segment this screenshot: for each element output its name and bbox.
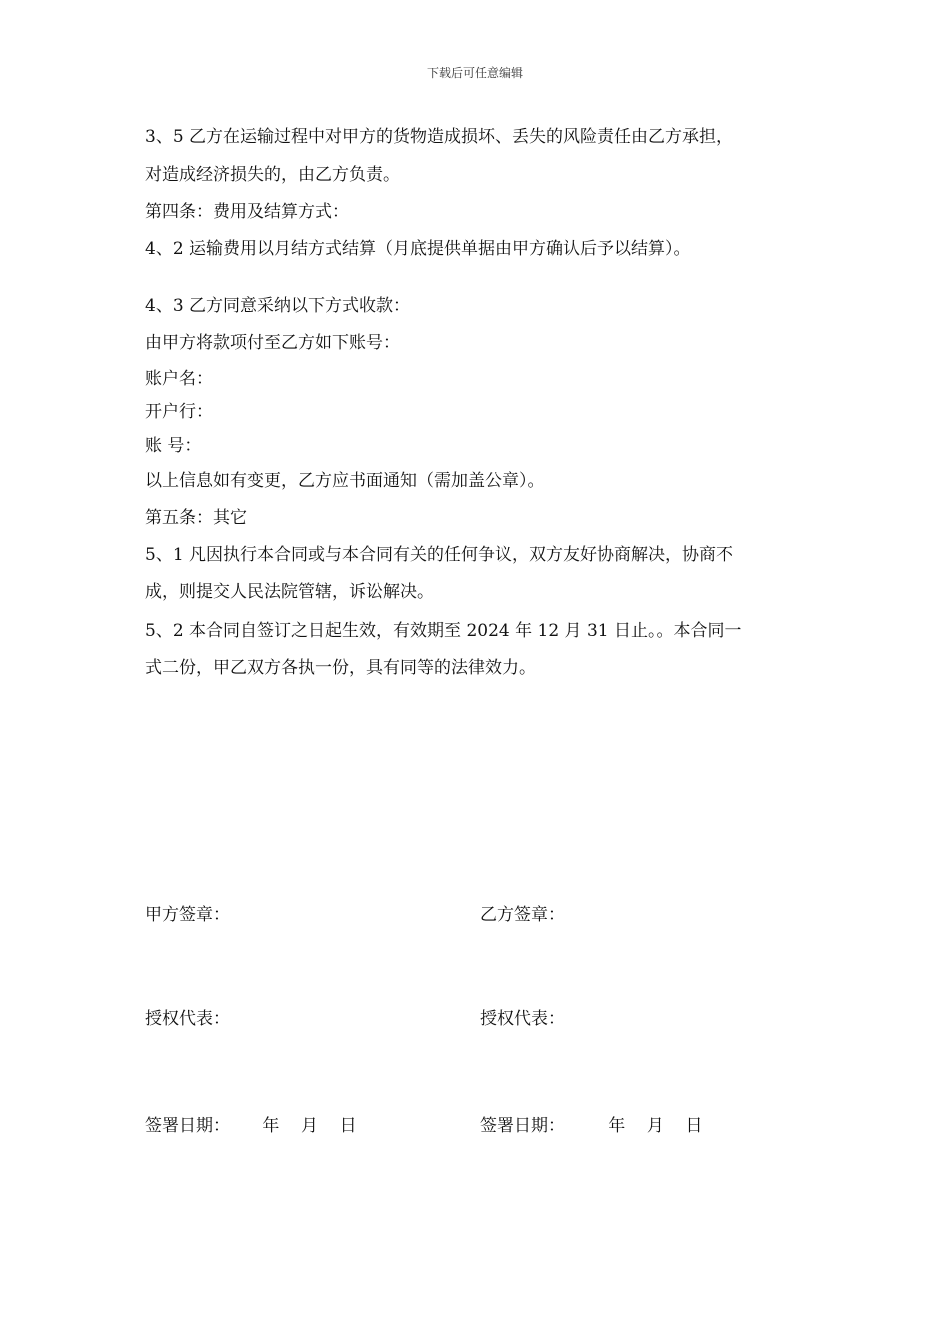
article-5-heading: 第五条：其它 [145,508,247,528]
clause-4-2: 4、2 运输费用以月结方式结算（月底提供单据由甲方确认后予以结算）。 [145,239,691,259]
page-header: 下载后可任意编辑 [426,66,523,80]
clause-5-1-line-2: 成，则提交人民法院管辖，诉讼解决。 [145,582,434,602]
party-a-rep-label: 授权代表： [145,1009,230,1029]
party-b-date-label: 签署日期： 年 月 日 [480,1116,703,1136]
party-b-seal-label: 乙方签章： [480,905,565,925]
account-name-label: 账户名： [145,369,213,389]
clause-3-5-line-1: 3、5 乙方在运输过程中对甲方的货物造成损坏、丢失的风险责任由乙方承担， [145,127,734,147]
party-b-rep-label: 授权代表： [480,1009,565,1029]
bank-label: 开户行： [145,402,213,422]
account-number-label: 账 号： [145,436,202,456]
clause-5-1-line-1: 5、1 凡因执行本合同或与本合同有关的任何争议，双方友好协商解决，协商不 [145,545,734,565]
party-a-seal-label: 甲方签章： [145,905,230,925]
payment-instruction: 由甲方将款项付至乙方如下账号： [145,333,400,353]
change-notice: 以上信息如有变更，乙方应书面通知（需加盖公章）。 [145,471,545,491]
clause-4-3: 4、3 乙方同意采纳以下方式收款： [145,296,411,316]
clause-5-2-line-1: 5、2 本合同自签订之日起生效，有效期至 2024 年 12 月 31 日止。。本合同一 [145,621,742,641]
party-a-date-label: 签署日期： 年 月 日 [145,1116,357,1136]
clause-5-2-line-2: 式二份，甲乙双方各执一份，具有同等的法律效力。 [145,658,536,678]
article-4-heading: 第四条：费用及结算方式： [145,202,349,222]
clause-3-5-line-2: 对造成经济损失的，由乙方负责。 [145,165,400,185]
